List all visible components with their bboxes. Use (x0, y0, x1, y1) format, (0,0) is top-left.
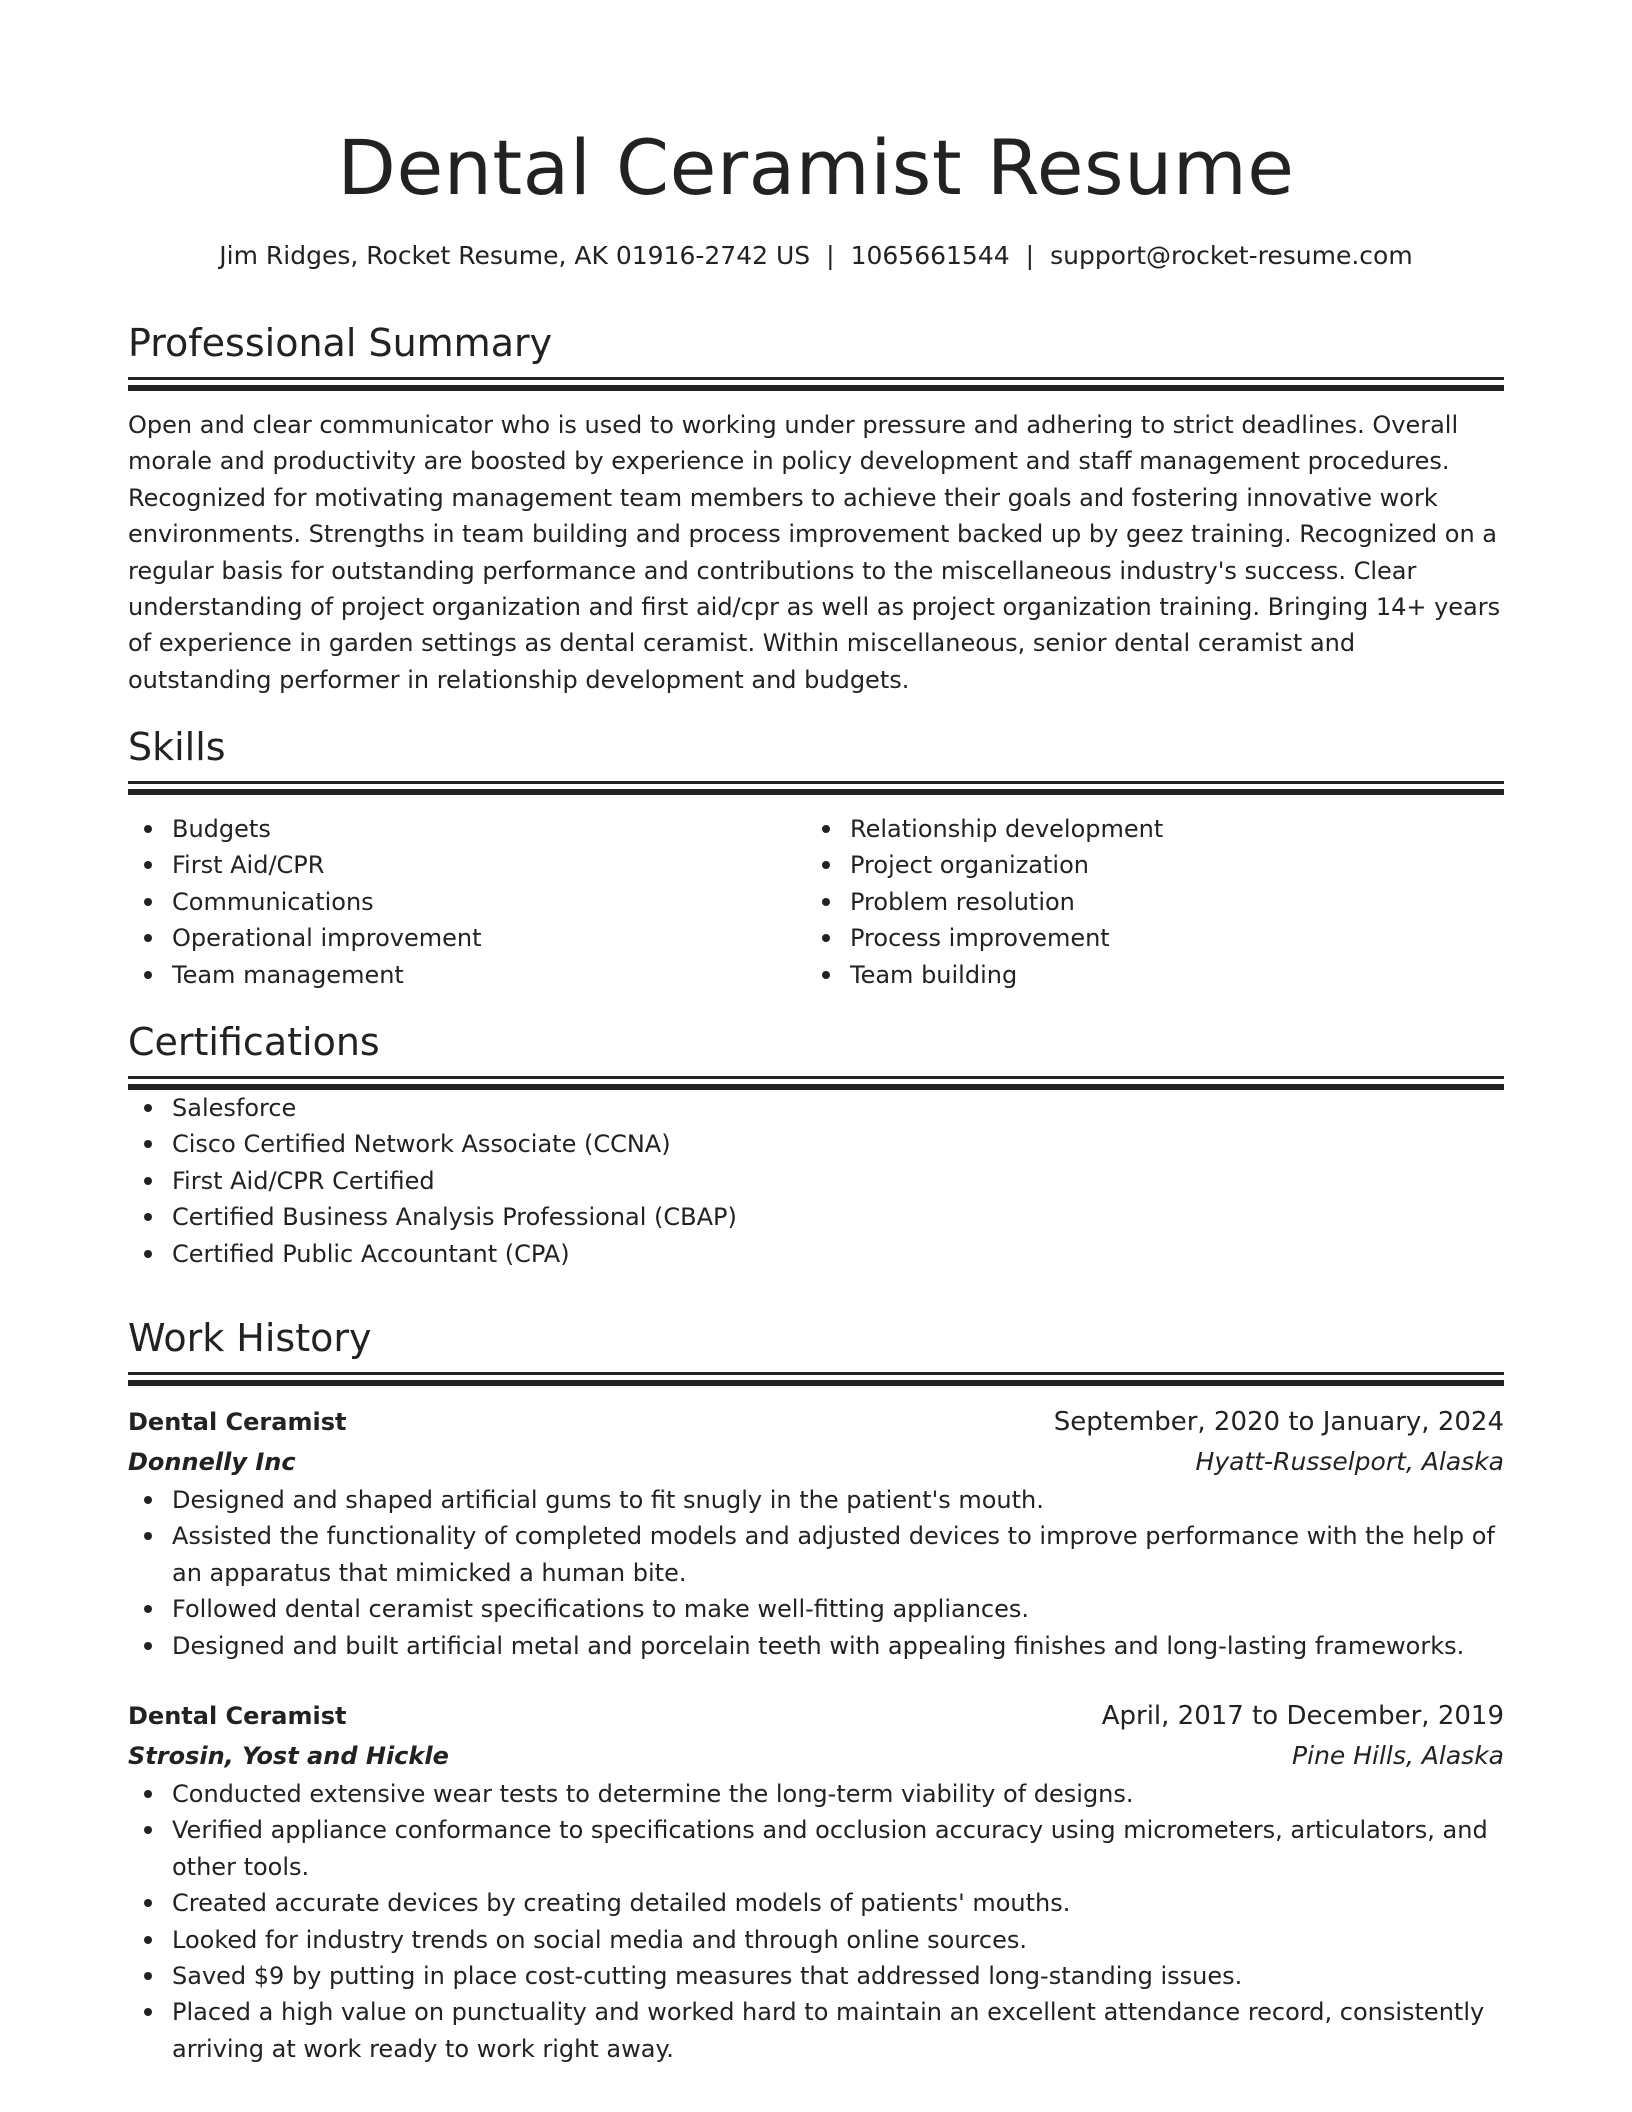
skill-item: Operational improvement (128, 920, 806, 956)
job-bullet: Saved $9 by putting in place cost-cutting measures that addressed long-standing issues. (128, 1958, 1504, 1994)
job-bullet: Verified appliance conformance to specifications and occlusion accuracy using micrometers, articulators, and other tools. (128, 1812, 1504, 1885)
contact-line (128, 238, 1504, 274)
job-dates: September, 2020 to January, 2024 (1053, 1407, 1504, 1437)
job-bullet: Assisted the functionality of completed models and adjusted devices to improve performance with the help of an apparatus that mimicked a human bite. (128, 1518, 1504, 1591)
bullet-icon (822, 861, 830, 869)
job-bullet: Conducted extensive wear tests to determine the long-term viability of designs. (128, 1776, 1504, 1812)
skill-item: First Aid/CPR (128, 847, 806, 883)
job-bullet-list (128, 1776, 1504, 2067)
section-rule (128, 1372, 1504, 1375)
job-bullet: Placed a high value on punctuality and worked hard to maintain an excellent attendance record, consistently arriving at work ready to work right away. (128, 1994, 1504, 2067)
skill-item: Problem resolution (806, 884, 1484, 920)
section-rule (128, 789, 1504, 795)
contact-email: support@rocket-resume.com (1050, 241, 1413, 270)
skills-section (128, 722, 1504, 993)
bullet-icon (144, 898, 152, 906)
certification-item: Certified Business Analysis Professional (CBAP) (128, 1199, 1504, 1235)
contact-phone: 1065661544 (850, 241, 1010, 270)
job-entry (128, 1402, 1504, 1664)
bullet-icon (144, 2008, 152, 2016)
bullet-icon (144, 1177, 152, 1185)
certification-item: Cisco Certified Network Associate (CCNA) (128, 1126, 1504, 1162)
section-heading: Work History (128, 1316, 372, 1360)
job-bullet: Created accurate devices by creating detailed models of patients' mouths. (128, 1885, 1504, 1921)
skills-columns (128, 811, 1504, 993)
bullet-icon (144, 861, 152, 869)
resume-title: Dental Ceramist Resume (337, 123, 1295, 212)
job-bullet: Looked for industry trends on social media and through online sources. (128, 1922, 1504, 1958)
certification-list (128, 1090, 1504, 1272)
skill-item: Budgets (128, 811, 806, 847)
summary-text: Open and clear communicator who is used to working under pressure and adhering to strict deadlines. Overall morale and productivity are boosted by experience in policy development and staff management procedures. Recognized for motivating management team members to achieve their goals and fostering innovative work environments. Strengths in team building and process improvement backed up by geez training. Recognized on a regular basis for outstanding performance and contributions to the miscellaneous industry's success. Clear understanding of project organization and first aid/cpr as well as project organization training. Bringing 14+ years of experience in garden settings as dental ceramist. Within miscellaneous, senior dental ceramist and outstanding performer in relationship development and budgets. (128, 411, 1501, 694)
bullet-icon (144, 1104, 152, 1112)
bullet-icon (144, 934, 152, 942)
job-bullet-list (128, 1482, 1504, 1664)
contact-separator: | (1025, 241, 1035, 270)
job-header-row (128, 1696, 1504, 1736)
certification-item: Salesforce (128, 1090, 1504, 1126)
bullet-icon (822, 825, 830, 833)
skill-item: Team building (806, 957, 1484, 993)
skill-item: Relationship development (806, 811, 1484, 847)
work-history-section (128, 1313, 1504, 2067)
section-rule (128, 781, 1504, 784)
bullet-icon (822, 934, 830, 942)
bullet-icon (144, 1899, 152, 1907)
contact-separator: | (826, 241, 835, 270)
job-location: Hyatt-Russelport, Alaska (1195, 1447, 1504, 1476)
section-rule (128, 377, 1504, 380)
job-bullet: Followed dental ceramist specifications to make well-fitting appliances. (128, 1591, 1504, 1627)
skill-item: Process improvement (806, 920, 1484, 956)
skill-item: Communications (128, 884, 806, 920)
certification-item: First Aid/CPR Certified (128, 1163, 1504, 1199)
bullet-icon (144, 1250, 152, 1258)
section-rule (128, 1380, 1504, 1386)
job-company: Strosin, Yost and Hickle (128, 1742, 449, 1771)
job-subheader-row (128, 1736, 1504, 1776)
summary-section (128, 318, 1504, 698)
bullet-icon (144, 1140, 152, 1148)
bullet-icon (144, 1213, 152, 1221)
job-title: Dental Ceramist (128, 1408, 347, 1436)
job-subheader-row (128, 1442, 1504, 1482)
section-rule (128, 1076, 1504, 1079)
bullet-icon (822, 971, 830, 979)
certifications-section (128, 1017, 1504, 1272)
bullet-icon (144, 1605, 152, 1613)
job-entry (128, 1696, 1504, 2067)
bullet-icon (144, 971, 152, 979)
bullet-icon (144, 1790, 152, 1798)
job-company: Donnelly Inc (128, 1448, 296, 1476)
job-location: Pine Hills, Alaska (1292, 1741, 1504, 1771)
skills-column-right (806, 811, 1484, 993)
job-bullet: Designed and shaped artificial gums to fit snugly in the patient's mouth. (128, 1482, 1504, 1518)
bullet-icon (144, 1532, 152, 1540)
section-heading: Certifications (128, 1020, 380, 1064)
bullet-icon (144, 1936, 152, 1944)
bullet-icon (822, 898, 830, 906)
bullet-icon (144, 825, 152, 833)
job-bullet: Designed and built artificial metal and porcelain teeth with appealing finishes and long-lasting frameworks. (128, 1628, 1504, 1664)
certification-item: Certified Public Accountant (CPA) (128, 1236, 1504, 1272)
section-rule (128, 385, 1504, 391)
job-dates: April, 2017 to December, 2019 (1101, 1701, 1504, 1732)
skill-item: Project organization (806, 847, 1484, 883)
job-title: Dental Ceramist (128, 1702, 347, 1731)
bullet-icon (144, 1826, 152, 1834)
bullet-icon (144, 1972, 152, 1980)
bullet-icon (144, 1642, 152, 1650)
job-header-row (128, 1402, 1504, 1442)
bullet-icon (144, 1496, 152, 1504)
contact-address: Jim Ridges, Rocket Resume, AK 01916-2742 US (219, 241, 811, 270)
skill-item: Team management (128, 957, 806, 993)
section-heading: Professional Summary (128, 321, 553, 365)
section-heading: Skills (128, 725, 226, 769)
skills-column-left (128, 811, 806, 993)
